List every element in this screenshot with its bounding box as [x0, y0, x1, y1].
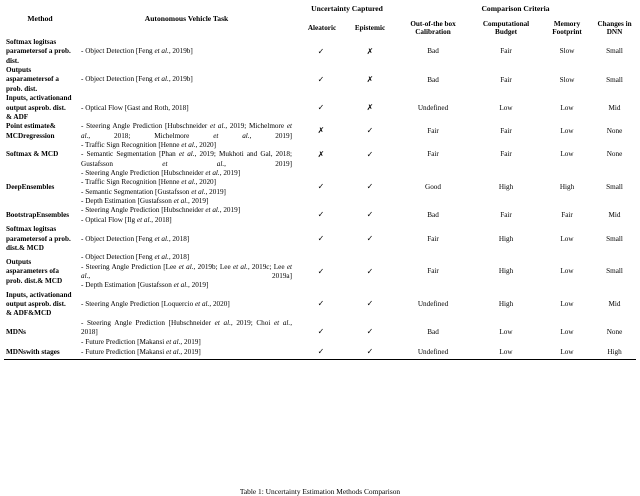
cell-memory: Low: [560, 328, 574, 337]
method-line: Softmax logits: [6, 225, 50, 234]
task-entry: - Steering Angle Prediction [Hubschneider et al., 2019]: [81, 169, 241, 178]
check-icon: ✓: [366, 210, 374, 220]
comparison-table: [4, 0, 636, 360]
cell-aleatoric: [297, 122, 345, 141]
cell-method: [4, 291, 76, 319]
table-row: [4, 253, 636, 290]
method-line: Inputs, activation: [6, 290, 60, 299]
cell-calibration: Bad: [427, 211, 439, 220]
cell-calibration: Bad: [427, 47, 439, 56]
cross-icon: ✗: [366, 74, 374, 84]
cell-dnn: Small: [606, 47, 623, 56]
cell-calibration: Undefined: [417, 300, 449, 309]
cell-computational: Fair: [500, 126, 512, 135]
check-icon: ✓: [317, 299, 325, 309]
cell-aleatoric: [297, 141, 345, 169]
cell-method: [4, 319, 76, 347]
cell-epistemic: [345, 122, 395, 141]
cell-method: [4, 225, 76, 253]
cell-dnn: None: [606, 328, 623, 337]
method-line: MDNs: [6, 328, 26, 337]
cell-memory: Low: [560, 300, 574, 309]
header-task: Autonomous Vehicle Task: [144, 14, 229, 24]
check-icon: ✓: [366, 233, 374, 243]
cell-dnn: None: [606, 150, 623, 159]
task-entry: - Semantic Segmentation [Gustafsson et al., 2019]: [81, 187, 226, 196]
check-icon: ✓: [366, 327, 374, 337]
task-entry: - Steering Angle Prediction [Hubschneider et al., 2019]: [81, 206, 241, 215]
method-line: of a prob. dist.: [6, 47, 71, 65]
cell-task: [76, 66, 297, 94]
cell-aleatoric: [297, 319, 345, 347]
header-calibration-line1: Out-of-the box: [410, 19, 456, 28]
table-bottom-rule: [4, 359, 636, 360]
table-row: [4, 319, 636, 347]
cell-aleatoric: [297, 291, 345, 319]
header-calibration-line2: Calibration: [415, 28, 451, 36]
table-row: [4, 225, 636, 253]
task-entry: - Future Prediction [Makansi et al., 2019]: [81, 337, 201, 346]
cell-computational: High: [498, 300, 514, 309]
cell-memory: Low: [560, 126, 574, 135]
cell-computational: High: [498, 234, 514, 243]
task-entry: - Steering Angle Prediction [Loquercio et al., 2020]: [81, 300, 230, 309]
cell-memory: Low: [560, 267, 574, 276]
cell-task: [76, 141, 297, 169]
check-icon: ✓: [317, 210, 325, 220]
header-computational-line1: Computational: [482, 19, 530, 28]
cell-memory: Low: [560, 150, 574, 159]
cross-icon: ✗: [366, 102, 374, 112]
method-line: & MCD: [6, 122, 56, 140]
task-entry: - Object Detection [Feng et al., 2019b]: [81, 75, 193, 84]
cell-memory: Slow: [559, 75, 575, 84]
header-method: Method: [27, 14, 53, 24]
cell-method: [4, 38, 76, 66]
cell-epistemic: [345, 94, 395, 122]
cell-epistemic: [345, 66, 395, 94]
method-line: as parameters: [6, 225, 57, 243]
cell-epistemic: [345, 319, 395, 347]
cell-calibration: Fair: [427, 126, 439, 135]
cell-memory: Fair: [561, 211, 573, 220]
check-icon: ✓: [317, 182, 325, 192]
cell-computational: Fair: [500, 150, 512, 159]
cell-memory: Low: [560, 103, 574, 112]
task-entry: - Traffic Sign Recognition [Henne et al., 2020]: [81, 140, 217, 149]
cell-computational: Low: [499, 328, 513, 337]
table-header: [4, 0, 636, 38]
cross-icon: ✗: [317, 126, 325, 136]
method-line: &MCD: [28, 309, 52, 318]
cell-task: [76, 169, 297, 206]
cell-calibration: Fair: [427, 234, 439, 243]
check-icon: ✓: [317, 74, 325, 84]
method-line: of a prob. dist.: [6, 75, 59, 93]
header-memory: [541, 18, 593, 38]
header-dnn-line1: Changes in: [597, 19, 632, 28]
cross-icon: ✗: [317, 149, 325, 159]
cell-calibration: Bad: [427, 328, 439, 337]
task-entry: - Steering Angle Prediction [Lee et al., 2019b; Lee et al., 2019c; Lee et al., 2019a]: [81, 262, 293, 280]
method-line: parameters: [12, 75, 48, 84]
method-line: a prob. dist.: [6, 267, 59, 285]
method-line: with stages: [25, 347, 60, 356]
cell-dnn: Small: [606, 183, 623, 192]
header-group-uncertainty: Uncertainty Captured: [311, 4, 383, 14]
cell-epistemic: [345, 38, 395, 66]
cell-task: [76, 253, 297, 290]
method-line: regression: [23, 131, 55, 140]
method-line: and output as: [6, 94, 72, 112]
task-entry: - Depth Estimation [Gustafsson et al., 2019]: [81, 281, 209, 290]
cell-epistemic: [345, 141, 395, 169]
cell-dnn: Small: [606, 75, 623, 84]
task-entry: - Optical Flow [Ilg et al., 2018]: [81, 215, 172, 224]
cell-aleatoric: [297, 66, 345, 94]
table-body: [4, 38, 636, 360]
cell-dnn: None: [606, 126, 623, 135]
task-entry: - Semantic Segmentation [Phan et al., 2019; Mukhoti and Gal, 2018; Gustafsson et al., 2019]: [81, 150, 292, 168]
table-row: [4, 94, 636, 122]
method-line: & MCD: [18, 243, 44, 252]
cell-dnn: Small: [606, 267, 623, 276]
cell-task: [76, 38, 297, 66]
method-line: of a prob. dist.: [6, 234, 71, 252]
cell-epistemic: [345, 347, 395, 359]
header-calibration: [395, 18, 471, 38]
cell-memory: High: [559, 183, 575, 192]
task-entry: - Traffic Sign Recognition [Henne et al., 2020]: [81, 178, 217, 187]
method-line: prob. dist. & ADF: [6, 103, 66, 121]
cell-task: [76, 225, 297, 253]
cell-epistemic: [345, 169, 395, 206]
method-line: Bootstrap: [6, 211, 37, 220]
task-entry: - Object Detection [Feng et al., 2019b]: [81, 47, 193, 56]
cell-computational: Low: [499, 347, 513, 356]
check-icon: ✓: [366, 126, 374, 136]
cell-computational: Fair: [500, 75, 512, 84]
task-entry: - Future Prediction [Makansi et al., 2019]: [81, 347, 201, 356]
method-line: MDNs: [6, 347, 26, 356]
cell-calibration: Good: [425, 183, 441, 192]
cell-task: [76, 347, 297, 359]
cell-calibration: Bad: [427, 75, 439, 84]
cell-method: [4, 122, 76, 141]
cell-task: [76, 94, 297, 122]
cell-method: [4, 347, 76, 359]
cell-task: [76, 319, 297, 347]
cell-computational: Fair: [500, 47, 512, 56]
table-row: [4, 66, 636, 94]
task-entry: - Object Detection [Feng et al., 2018]: [81, 253, 190, 262]
cell-epistemic: [345, 225, 395, 253]
header-computational: [471, 18, 541, 38]
cell-aleatoric: [297, 169, 345, 206]
cell-dnn: Mid: [608, 103, 621, 112]
header-epistemic: Epistemic: [354, 23, 386, 32]
method-line: parameters of: [12, 267, 56, 276]
check-icon: ✓: [366, 149, 374, 159]
cell-calibration: Undefined: [417, 103, 449, 112]
cell-task: [76, 291, 297, 319]
check-icon: ✓: [366, 299, 374, 309]
check-icon: ✓: [366, 346, 374, 356]
method-line: Ensembles: [36, 211, 70, 220]
header-computational-line2: Budget: [495, 28, 517, 36]
cell-computational: High: [498, 267, 514, 276]
cell-memory: Slow: [559, 47, 575, 56]
cell-aleatoric: [297, 206, 345, 225]
method-line: Outputs as: [6, 66, 32, 84]
task-entry: - Steering Angle Prediction [Hubschneider et al., 2019; Michelmore et al., 2018; Michelmore et al., 2019]: [81, 122, 292, 140]
table-row: [4, 206, 636, 225]
cell-aleatoric: [297, 347, 345, 359]
method-line: Softmax logits: [6, 38, 50, 46]
cell-memory: Low: [560, 347, 574, 356]
table-row: [4, 122, 636, 141]
cell-task: [76, 206, 297, 225]
method-line: Outputs as: [6, 257, 32, 276]
cell-method: [4, 206, 76, 225]
cell-epistemic: [345, 253, 395, 290]
header-dnn-line2: DNN: [606, 28, 623, 36]
check-icon: ✓: [366, 182, 374, 192]
table-row: [4, 169, 636, 206]
cell-epistemic: [345, 206, 395, 225]
header-dnn: [593, 18, 636, 38]
cell-calibration: Undefined: [417, 347, 449, 356]
cell-method: [4, 141, 76, 169]
table-caption: Table 1: Uncertainty Estimation Methods Comparison: [239, 487, 401, 496]
table-row: [4, 291, 636, 319]
check-icon: ✓: [317, 46, 325, 56]
cell-calibration: Fair: [427, 267, 439, 276]
header-group-comparison: Comparison Criteria: [481, 4, 550, 14]
cell-memory: Low: [560, 234, 574, 243]
header-aleatoric: Aleatoric: [307, 23, 337, 32]
task-entry: - Steering Angle Prediction [Hubschneider et al., 2019; Choi et al., 2018]: [81, 318, 293, 337]
cell-method: [4, 169, 76, 206]
cell-method: [4, 253, 76, 290]
check-icon: ✓: [366, 266, 374, 276]
header-memory-line2: Footprint: [552, 28, 582, 36]
cell-aleatoric: [297, 225, 345, 253]
cell-task: [76, 122, 297, 141]
cell-aleatoric: [297, 94, 345, 122]
cell-aleatoric: [297, 253, 345, 290]
table-row: [4, 141, 636, 169]
cross-icon: ✗: [366, 46, 374, 56]
cell-dnn: High: [607, 347, 622, 356]
method-line: Ensembles: [21, 183, 55, 192]
check-icon: ✓: [317, 327, 325, 337]
method-line: prob. dist. & ADF: [6, 300, 66, 318]
method-line: Softmax & MCD: [6, 150, 59, 159]
task-entry: - Depth Estimation [Gustafsson et al., 2019]: [81, 197, 209, 206]
cell-computational: Fair: [500, 211, 512, 220]
cell-computational: Low: [499, 103, 513, 112]
method-line: & MCD: [37, 276, 63, 285]
cell-dnn: Mid: [608, 300, 621, 309]
header-memory-line1: Memory: [553, 19, 581, 28]
cell-method: [4, 66, 76, 94]
cell-dnn: Mid: [608, 211, 621, 220]
cell-epistemic: [345, 291, 395, 319]
method-line: as parameters: [6, 38, 57, 56]
method-line: Inputs, activation: [6, 94, 60, 103]
table-row: [4, 38, 636, 66]
check-icon: ✓: [317, 102, 325, 112]
table-row: [4, 347, 636, 359]
check-icon: ✓: [317, 266, 325, 276]
cell-dnn: Small: [606, 234, 623, 243]
header-row-top: [4, 0, 636, 18]
task-entry: - Object Detection [Feng et al., 2018]: [81, 234, 190, 243]
check-icon: ✓: [317, 233, 325, 243]
check-icon: ✓: [317, 346, 325, 356]
method-line: and output as: [6, 290, 72, 309]
method-line: Point estimate: [6, 122, 50, 131]
cell-calibration: Fair: [427, 150, 439, 159]
task-entry: - Optical Flow [Gast and Roth, 2018]: [81, 103, 189, 112]
cell-computational: High: [498, 183, 514, 192]
cell-method: [4, 94, 76, 122]
cell-aleatoric: [297, 38, 345, 66]
method-line: Deep: [6, 183, 22, 192]
